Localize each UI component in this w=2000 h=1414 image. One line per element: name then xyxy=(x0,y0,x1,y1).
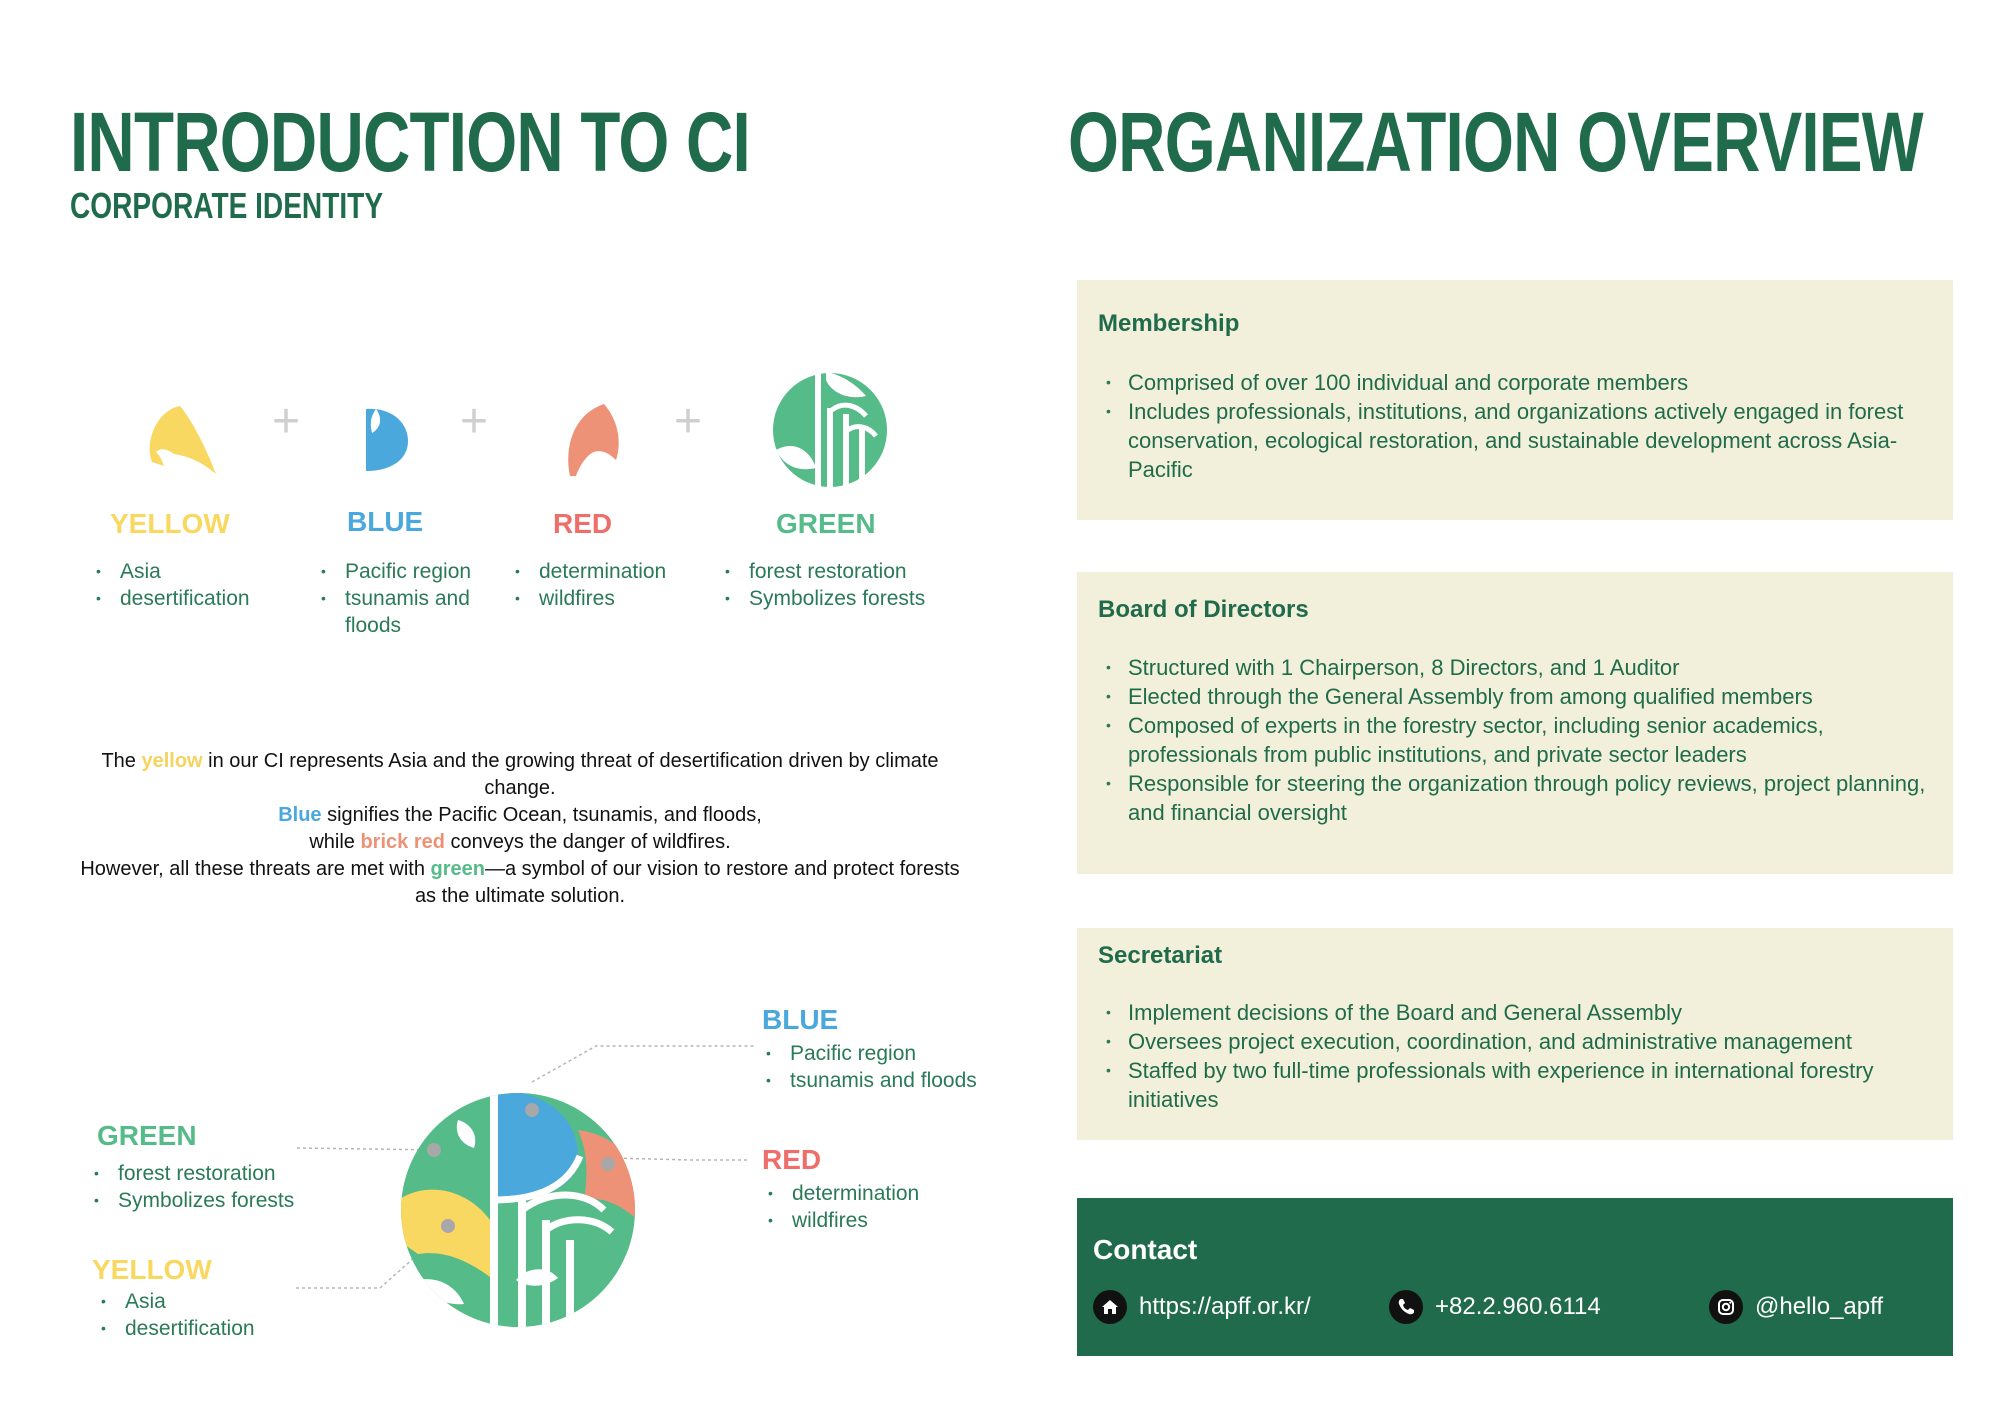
contact-panel xyxy=(1077,1198,1953,1356)
secretariat-list xyxy=(1098,998,1938,1114)
section-title: Membership xyxy=(1098,310,1240,337)
section-title: Board of Directors xyxy=(1098,596,1309,623)
plus-icon: + xyxy=(674,395,703,448)
list-item: • Oversees project execution, coordination, and administrative management xyxy=(1098,1027,1938,1056)
color-name-blue: BLUE xyxy=(347,506,424,537)
list-item: • wildfires xyxy=(515,585,695,612)
list-item: • Asia xyxy=(101,1288,301,1315)
list-item: • forest restoration xyxy=(94,1160,334,1187)
phone-icon xyxy=(1389,1290,1423,1324)
plus-icon: + xyxy=(272,395,301,448)
highlight-yellow: yellow xyxy=(141,750,203,772)
diagram-red-list xyxy=(768,1180,968,1234)
instagram-handle[interactable]: @hello_apff xyxy=(1755,1293,1884,1320)
ci-logo-full xyxy=(398,1090,638,1330)
diagram-blue-list xyxy=(766,1040,1026,1094)
diagram-label-red: RED xyxy=(762,1144,822,1175)
membership-panel xyxy=(1077,280,1953,520)
list-item: • forest restoration xyxy=(725,558,965,585)
list-item: • desertification xyxy=(96,585,276,612)
list-item: • desertification xyxy=(101,1315,301,1342)
list-item: • Responsible for steering the organization through policy reviews, project planning, and financial oversight xyxy=(1098,769,1928,827)
list-item: • Pacific region xyxy=(321,558,481,585)
board-panel xyxy=(1077,572,1953,874)
list-item: • Asia xyxy=(96,558,276,585)
highlight-green: green xyxy=(430,858,485,880)
list-item: • Includes professionals, institutions, and organizations actively engaged in forest conservation, ecological restoration, and sustainable development across Asia-Pacific xyxy=(1098,397,1928,484)
highlight-red: brick red xyxy=(360,831,445,853)
color-name-yellow: YELLOW xyxy=(110,508,230,539)
section-title: Secretariat xyxy=(1098,942,1223,969)
list-item: • Structured with 1 Chairperson, 8 Directors, and 1 Auditor xyxy=(1098,653,1928,682)
secretariat-panel xyxy=(1077,928,1953,1140)
list-item: • Comprised of over 100 individual and corporate members xyxy=(1098,368,1928,397)
instagram-icon xyxy=(1709,1290,1743,1324)
ci-title: INTRODUCTION TO CI xyxy=(70,95,750,189)
list-item: • Pacific region xyxy=(766,1040,1026,1067)
color-name-red: RED xyxy=(553,508,613,539)
website-link[interactable]: https://apff.or.kr/ xyxy=(1139,1293,1311,1320)
list-item: • Elected through the General Assembly from among qualified members xyxy=(1098,682,1928,711)
diagram-yellow-list xyxy=(101,1288,301,1342)
list-item: • determination xyxy=(515,558,695,585)
color-name-green: GREEN xyxy=(776,508,876,539)
ci-subtitle: CORPORATE IDENTITY xyxy=(70,185,384,226)
diagram-label-blue: BLUE xyxy=(762,1004,839,1035)
diagram-green-list xyxy=(94,1160,334,1214)
list-item: • Symbolizes forests xyxy=(94,1187,334,1214)
plus-icon: + xyxy=(460,395,489,448)
board-list xyxy=(1098,653,1928,827)
list-item: • Staffed by two full-time professionals with experience in international forestry initiatives xyxy=(1098,1056,1938,1114)
contact-title: Contact xyxy=(1093,1234,1198,1265)
contact-phone[interactable] xyxy=(1389,1290,1601,1324)
diagram-label-yellow: YELLOW xyxy=(92,1254,212,1285)
list-item: • Implement decisions of the Board and General Assembly xyxy=(1098,998,1938,1027)
ci-description: The yellow in our CI represents Asia and the growing threat of desertification driven by climate change. Blue signifies the Pacific Ocean, tsunamis, and floods, while brick red conveys the danger of wildfires. However, all these threats are met with green—a symbol of our vision to restore and protect forests as the ultimate solution. xyxy=(80,750,960,907)
highlight-blue: Blue xyxy=(278,804,322,826)
list-item: • tsunamis and floods xyxy=(766,1067,1026,1094)
list-item: • Composed of experts in the forestry sector, including senior academics, professionals from public institutions, and private sector leaders xyxy=(1098,711,1928,769)
membership-list xyxy=(1098,368,1928,484)
phone-number[interactable]: +82.2.960.6114 xyxy=(1435,1293,1601,1320)
list-item: • determination xyxy=(768,1180,968,1207)
diagram-label-green: GREEN xyxy=(97,1120,197,1151)
home-icon xyxy=(1093,1290,1127,1324)
org-title: ORGANIZATION OVERVIEW xyxy=(1068,95,1923,189)
list-item: • Symbolizes forests xyxy=(725,585,965,612)
contact-instagram[interactable] xyxy=(1709,1290,1883,1324)
list-item: • tsunamis and floods xyxy=(321,585,481,639)
list-item: • wildfires xyxy=(768,1207,968,1234)
contact-website[interactable] xyxy=(1093,1290,1311,1324)
